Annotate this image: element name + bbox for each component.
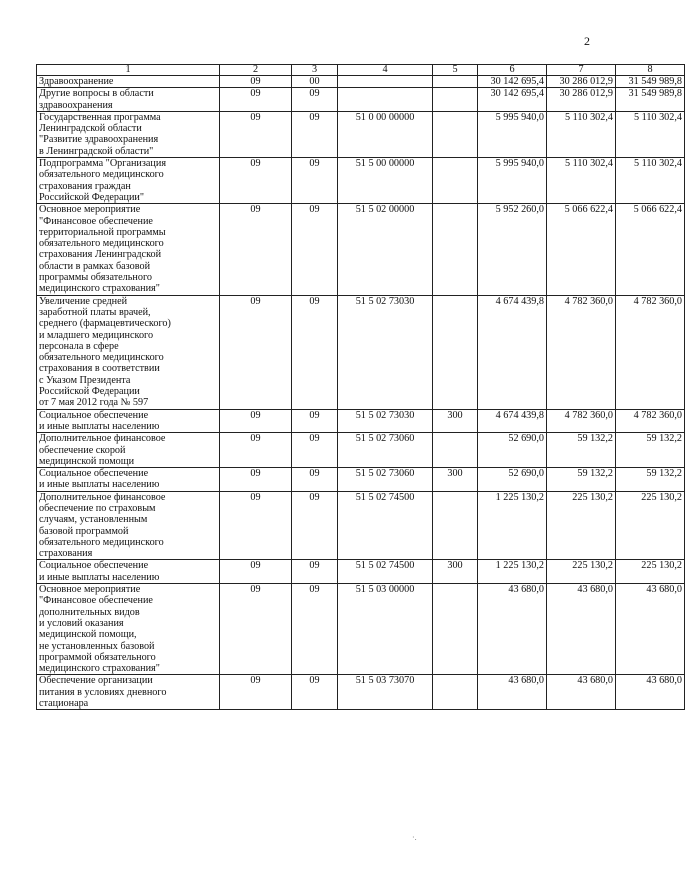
amount-year2-cell: 5 110 302,4 bbox=[547, 111, 616, 157]
table-row bbox=[37, 88, 685, 112]
amount-year2-cell: 30 286 012,9 bbox=[547, 88, 616, 112]
expense-type-cell bbox=[433, 204, 478, 295]
section-code-cell: 09 bbox=[220, 409, 292, 433]
amount-year2-cell: 5 066 622,4 bbox=[547, 204, 616, 295]
subsection-code-cell: 09 bbox=[292, 560, 338, 584]
amount-year3-cell: 225 130,2 bbox=[616, 560, 685, 584]
header-cell: 2 bbox=[220, 65, 292, 76]
target-article-cell: 51 5 02 00000 bbox=[338, 204, 433, 295]
amount-year3-cell: 5 110 302,4 bbox=[616, 111, 685, 157]
subsection-code-cell: 09 bbox=[292, 468, 338, 492]
table-row bbox=[37, 111, 685, 157]
amount-year2-cell: 4 782 360,0 bbox=[547, 295, 616, 409]
target-article-cell: 51 5 02 73030 bbox=[338, 409, 433, 433]
header-cell: 6 bbox=[478, 65, 547, 76]
subsection-code-cell: 00 bbox=[292, 76, 338, 88]
target-article-cell: 51 5 02 74500 bbox=[338, 560, 433, 584]
row-name-cell: Государственная программа Ленинградской области "Развитие здравоохранения в Ленинградской области" bbox=[37, 111, 220, 157]
subsection-code-cell: 09 bbox=[292, 111, 338, 157]
subsection-code-cell: 09 bbox=[292, 88, 338, 112]
amount-year3-cell: 4 782 360,0 bbox=[616, 409, 685, 433]
amount-year3-cell: 59 132,2 bbox=[616, 468, 685, 492]
amount-year1-cell: 5 995 940,0 bbox=[478, 111, 547, 157]
target-article-cell: 51 5 03 73070 bbox=[338, 675, 433, 710]
table-row bbox=[37, 491, 685, 560]
amount-year2-cell: 30 286 012,9 bbox=[547, 76, 616, 88]
table-row bbox=[37, 76, 685, 88]
amount-year1-cell: 52 690,0 bbox=[478, 433, 547, 468]
subsection-code-cell: 09 bbox=[292, 584, 338, 675]
amount-year2-cell: 43 680,0 bbox=[547, 675, 616, 710]
budget-table bbox=[36, 64, 685, 710]
row-name-cell: Обеспечение организации питания в условиях дневного стационара bbox=[37, 675, 220, 710]
table-row bbox=[37, 560, 685, 584]
amount-year1-cell: 4 674 439,8 bbox=[478, 409, 547, 433]
amount-year3-cell: 43 680,0 bbox=[616, 584, 685, 675]
header-cell: 8 bbox=[616, 65, 685, 76]
table-row bbox=[37, 295, 685, 409]
section-code-cell: 09 bbox=[220, 675, 292, 710]
expense-type-cell bbox=[433, 295, 478, 409]
scan-mark: ·. bbox=[412, 833, 417, 842]
table-row bbox=[37, 433, 685, 468]
subsection-code-cell: 09 bbox=[292, 204, 338, 295]
amount-year2-cell: 59 132,2 bbox=[547, 433, 616, 468]
target-article-cell: 51 5 02 73060 bbox=[338, 433, 433, 468]
amount-year1-cell: 30 142 695,4 bbox=[478, 76, 547, 88]
expense-type-cell bbox=[433, 584, 478, 675]
expense-type-cell: 300 bbox=[433, 409, 478, 433]
header-cell: 4 bbox=[338, 65, 433, 76]
table-row bbox=[37, 468, 685, 492]
amount-year1-cell: 5 952 260,0 bbox=[478, 204, 547, 295]
amount-year3-cell: 225 130,2 bbox=[616, 491, 685, 560]
section-code-cell: 09 bbox=[220, 295, 292, 409]
target-article-cell: 51 0 00 00000 bbox=[338, 111, 433, 157]
section-code-cell: 09 bbox=[220, 560, 292, 584]
target-article-cell: 51 5 00 00000 bbox=[338, 158, 433, 204]
page-number: 2 bbox=[584, 34, 590, 48]
section-code-cell: 09 bbox=[220, 111, 292, 157]
amount-year3-cell: 5 110 302,4 bbox=[616, 158, 685, 204]
table-row bbox=[37, 409, 685, 433]
subsection-code-cell: 09 bbox=[292, 491, 338, 560]
amount-year1-cell: 30 142 695,4 bbox=[478, 88, 547, 112]
expense-type-cell bbox=[433, 433, 478, 468]
amount-year3-cell: 4 782 360,0 bbox=[616, 295, 685, 409]
expense-type-cell: 300 bbox=[433, 468, 478, 492]
target-article-cell bbox=[338, 76, 433, 88]
row-name-cell: Социальное обеспечение и иные выплаты населению bbox=[37, 468, 220, 492]
row-name-cell: Дополнительное финансовое обеспечение скорой медицинской помощи bbox=[37, 433, 220, 468]
row-name-cell: Социальное обеспечение и иные выплаты населению bbox=[37, 409, 220, 433]
amount-year1-cell: 52 690,0 bbox=[478, 468, 547, 492]
header-cell: 7 bbox=[547, 65, 616, 76]
row-name-cell: Основное мероприятие "Финансовое обеспечение дополнительных видов и условий оказания медицинской помощи, не установленных базовой программой обязательного медицинского страхования" bbox=[37, 584, 220, 675]
amount-year3-cell: 31 549 989,8 bbox=[616, 76, 685, 88]
table-row bbox=[37, 584, 685, 675]
expense-type-cell bbox=[433, 76, 478, 88]
section-code-cell: 09 bbox=[220, 433, 292, 468]
section-code-cell: 09 bbox=[220, 88, 292, 112]
amount-year2-cell: 225 130,2 bbox=[547, 491, 616, 560]
row-name-cell: Дополнительное финансовое обеспечение по страховым случаям, установленным базовой программой обязательного медицинского страхования bbox=[37, 491, 220, 560]
table-row bbox=[37, 158, 685, 204]
expense-type-cell bbox=[433, 491, 478, 560]
section-code-cell: 09 bbox=[220, 76, 292, 88]
target-article-cell bbox=[338, 88, 433, 112]
amount-year1-cell: 1 225 130,2 bbox=[478, 491, 547, 560]
expense-type-cell bbox=[433, 88, 478, 112]
expense-type-cell bbox=[433, 111, 478, 157]
table-row bbox=[37, 675, 685, 710]
subsection-code-cell: 09 bbox=[292, 295, 338, 409]
amount-year1-cell: 5 995 940,0 bbox=[478, 158, 547, 204]
amount-year1-cell: 4 674 439,8 bbox=[478, 295, 547, 409]
subsection-code-cell: 09 bbox=[292, 409, 338, 433]
target-article-cell: 51 5 02 73060 bbox=[338, 468, 433, 492]
expense-type-cell: 300 bbox=[433, 560, 478, 584]
amount-year2-cell: 5 110 302,4 bbox=[547, 158, 616, 204]
expense-type-cell bbox=[433, 675, 478, 710]
target-article-cell: 51 5 02 73030 bbox=[338, 295, 433, 409]
row-name-cell: Увеличение средней заработной платы врачей, среднего (фармацевтического) и младшего медицинского персонала в сфере обязательного медицинского страхования в соответствии с Указом Президента Российской Федерации от 7 мая 2012 года № 597 bbox=[37, 295, 220, 409]
row-name-cell: Социальное обеспечение и иные выплаты населению bbox=[37, 560, 220, 584]
expense-type-cell bbox=[433, 158, 478, 204]
target-article-cell: 51 5 03 00000 bbox=[338, 584, 433, 675]
header-cell: 1 bbox=[37, 65, 220, 76]
table-header-row bbox=[37, 65, 685, 76]
header-cell: 5 bbox=[433, 65, 478, 76]
amount-year2-cell: 43 680,0 bbox=[547, 584, 616, 675]
amount-year3-cell: 43 680,0 bbox=[616, 675, 685, 710]
subsection-code-cell: 09 bbox=[292, 433, 338, 468]
section-code-cell: 09 bbox=[220, 584, 292, 675]
amount-year3-cell: 59 132,2 bbox=[616, 433, 685, 468]
amount-year1-cell: 43 680,0 bbox=[478, 584, 547, 675]
amount-year2-cell: 59 132,2 bbox=[547, 468, 616, 492]
section-code-cell: 09 bbox=[220, 158, 292, 204]
subsection-code-cell: 09 bbox=[292, 158, 338, 204]
subsection-code-cell: 09 bbox=[292, 675, 338, 710]
amount-year2-cell: 4 782 360,0 bbox=[547, 409, 616, 433]
target-article-cell: 51 5 02 74500 bbox=[338, 491, 433, 560]
amount-year2-cell: 225 130,2 bbox=[547, 560, 616, 584]
header-cell: 3 bbox=[292, 65, 338, 76]
section-code-cell: 09 bbox=[220, 491, 292, 560]
amount-year3-cell: 31 549 989,8 bbox=[616, 88, 685, 112]
amount-year1-cell: 43 680,0 bbox=[478, 675, 547, 710]
amount-year1-cell: 1 225 130,2 bbox=[478, 560, 547, 584]
section-code-cell: 09 bbox=[220, 204, 292, 295]
row-name-cell: Подпрограмма "Организация обязательного медицинского страхования граждан Российской Федерации" bbox=[37, 158, 220, 204]
amount-year3-cell: 5 066 622,4 bbox=[616, 204, 685, 295]
row-name-cell: Основное мероприятие "Финансовое обеспечение территориальной программы обязательного медицинского страхования Ленинградской области в рамках базовой программы обязательного медицинского страхования" bbox=[37, 204, 220, 295]
section-code-cell: 09 bbox=[220, 468, 292, 492]
row-name-cell: Здравоохранение bbox=[37, 76, 220, 88]
table-row bbox=[37, 204, 685, 295]
row-name-cell: Другие вопросы в области здравоохранения bbox=[37, 88, 220, 112]
